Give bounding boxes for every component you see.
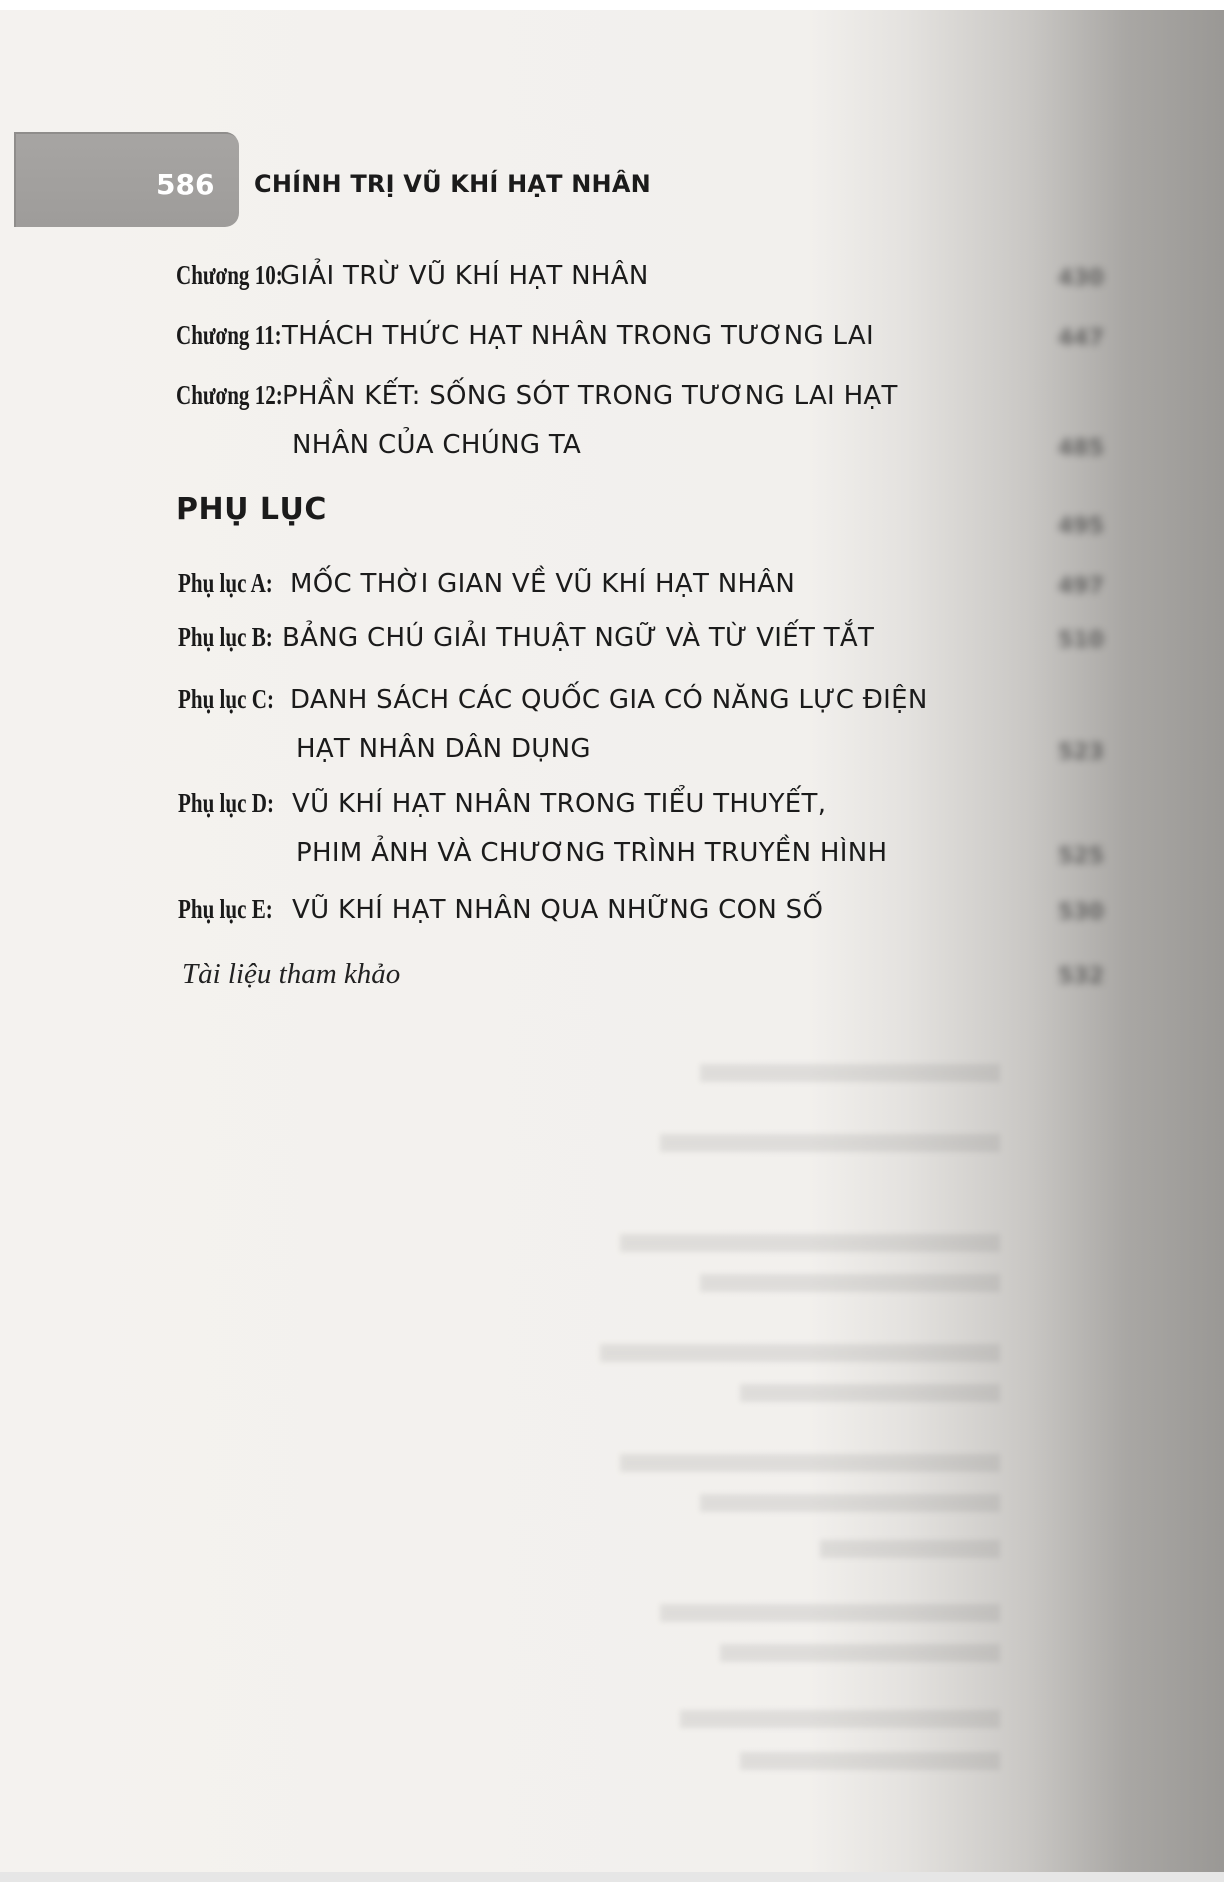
toc-entry-chapter-11 [176, 320, 874, 351]
scan-edge [0, 1872, 1224, 1882]
toc-entry-title-continuation: PHIM ẢNH VÀ CHƯƠNG TRÌNH TRUYỀN HÌNH [296, 838, 888, 868]
toc-entry-label: Chương 10: [176, 260, 283, 290]
toc-entry-title: MỐC THỜI GIAN VỀ VŨ KHÍ HẠT NHÂN [290, 569, 796, 599]
toc-entry-label: Phụ lục C: [178, 684, 274, 714]
table-of-contents [0, 10, 1224, 1872]
toc-entry-appendix-d [178, 788, 826, 819]
toc-entry-label: Chương 11: [176, 320, 282, 350]
toc-entry-title: BẢNG CHÚ GIẢI THUẬT NGỮ VÀ TỪ VIẾT TẮT [282, 623, 875, 653]
toc-entry-title: VŨ KHÍ HẠT NHÂN TRONG TIỂU THUYẾT, [292, 789, 827, 819]
toc-entry-title-continuation: HẠT NHÂN DÂN DỤNG [296, 734, 591, 764]
toc-entry-chapter-10 [176, 260, 649, 291]
toc-entry-chapter-12 [176, 380, 898, 411]
book-page [0, 10, 1224, 1872]
references-entry: Tài liệu tham khảo [182, 958, 401, 990]
toc-entry-label: Phụ lục A: [178, 568, 273, 598]
toc-entry-title-continuation: NHÂN CỦA CHÚNG TA [292, 430, 582, 460]
toc-entry-page: 497 [1058, 574, 1104, 599]
toc-entry-page: 525 [1058, 844, 1104, 869]
toc-entry-appendix-a [178, 568, 795, 599]
toc-entry-title: PHẦN KẾT: SỐNG SÓT TRONG TƯƠNG LAI HẠT [282, 381, 898, 411]
toc-entry-title: VŨ KHÍ HẠT NHÂN QUA NHỮNG CON SỐ [292, 895, 824, 925]
toc-entry-page: 485 [1058, 436, 1104, 461]
toc-entry-title: DANH SÁCH CÁC QUỐC GIA CÓ NĂNG LỰC ĐIỆN [290, 685, 928, 715]
toc-entry-label: Phụ lục D: [178, 788, 274, 818]
toc-entry-page: 447 [1058, 326, 1104, 351]
toc-entry-label: Phụ lục E: [178, 894, 273, 924]
page-number: 586 [156, 168, 215, 201]
toc-entry-appendix-c [178, 684, 928, 715]
toc-entry-page: 523 [1058, 740, 1104, 765]
toc-entry-label: Chương 12: [176, 380, 283, 410]
toc-entry-appendix-e [178, 894, 823, 925]
appendix-heading: PHỤ LỤC [176, 492, 327, 527]
toc-entry-page: 530 [1058, 900, 1104, 925]
toc-entry-title: GIẢI TRỪ VŨ KHÍ HẠT NHÂN [280, 261, 649, 291]
toc-entry-appendix-b [178, 622, 874, 653]
toc-entry-title: THÁCH THỨC HẠT NHÂN TRONG TƯƠNG LAI [282, 321, 874, 351]
references-page: 532 [1058, 964, 1104, 989]
appendix-heading-page: 495 [1058, 514, 1104, 539]
toc-entry-label: Phụ lục B: [178, 622, 273, 652]
toc-entry-page: 430 [1058, 266, 1104, 291]
toc-entry-page: 510 [1058, 628, 1104, 653]
running-title: CHÍNH TRỊ VŨ KHÍ HẠT NHÂN [254, 170, 651, 198]
